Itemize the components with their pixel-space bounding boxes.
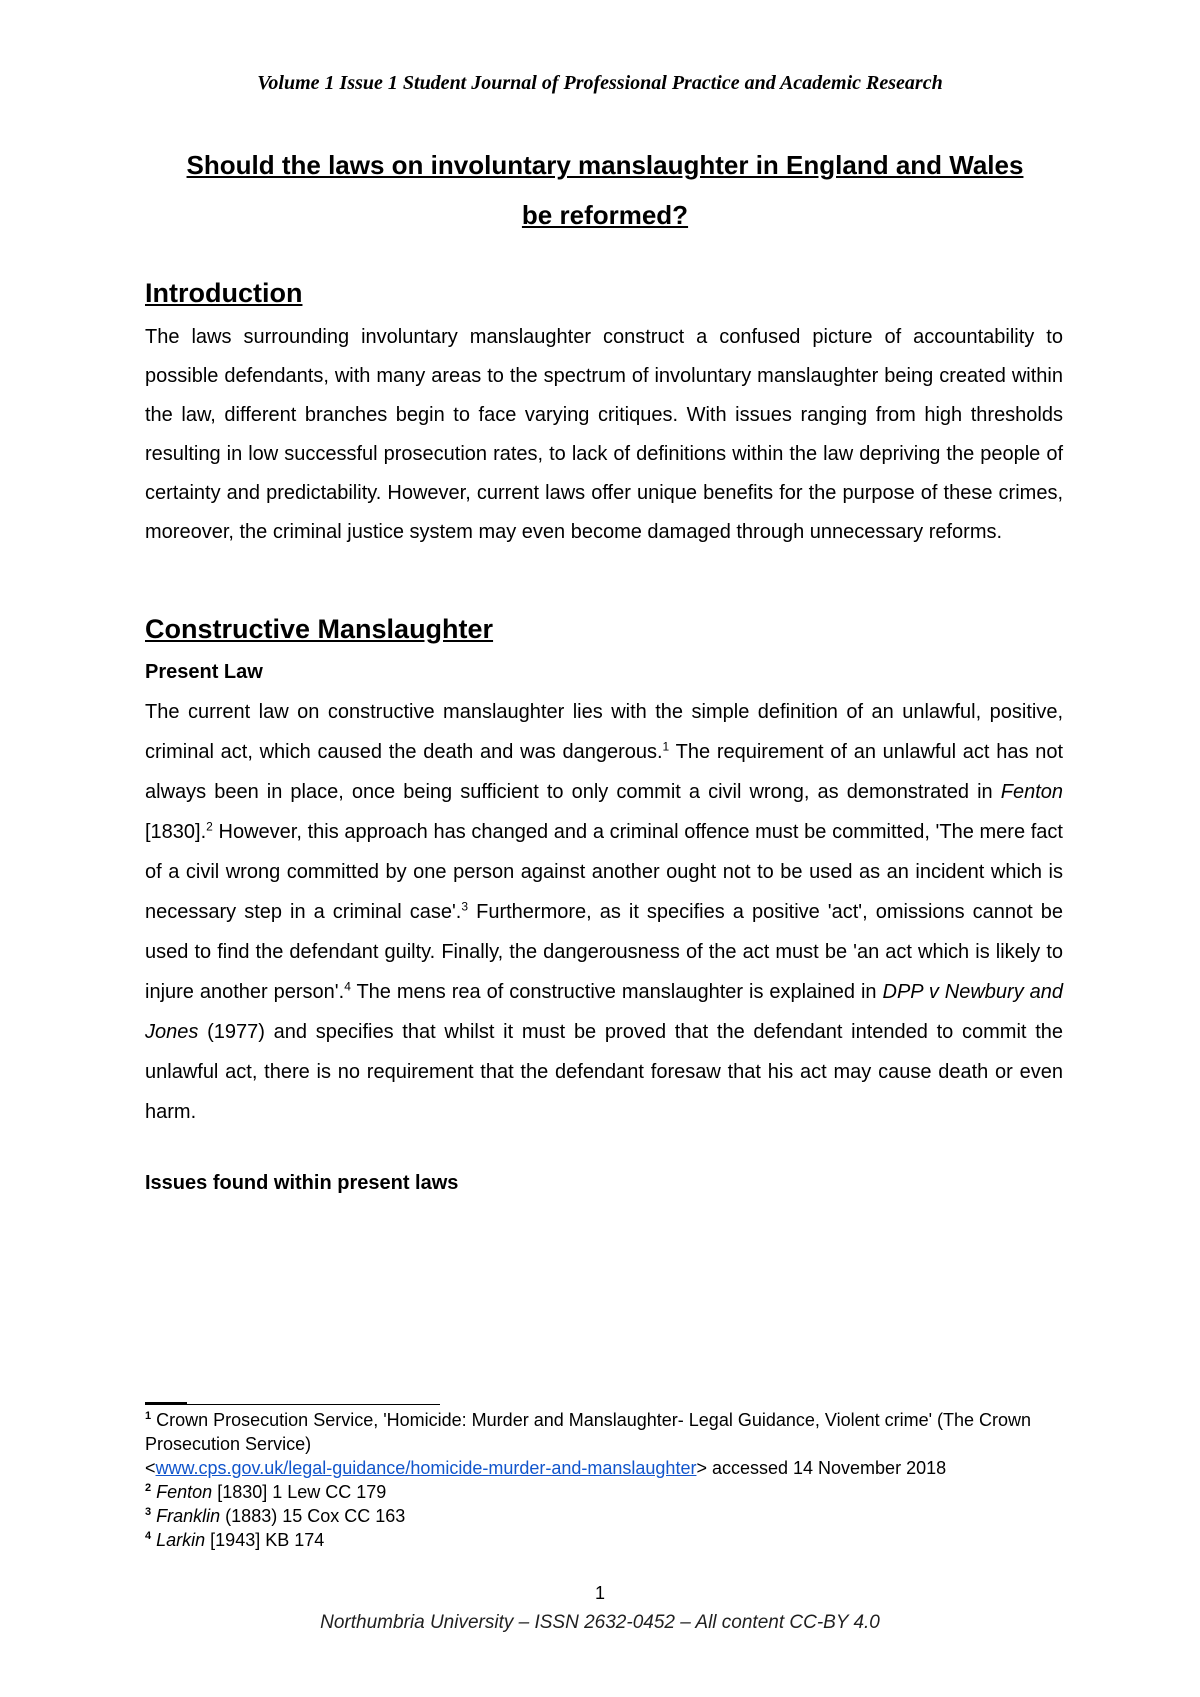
footnote-4-number: 4 <box>145 1530 152 1542</box>
introduction-paragraph: The laws surrounding involuntary manslaughter construct a confused picture of accountability to possible defendants, with many areas to the spectrum of involuntary manslaughter being created within the law, different branches begin to face varying critiques. With issues ranging from high thresholds resulting in low successful prosecution rates, to lack of definitions within the law depriving the people of certainty and predictability. However, current laws offer unique benefits for the purpose of these crimes, moreover, the criminal justice system may even become damaged through unnecessary reforms. <box>145 326 1063 543</box>
footnote-1-open-bracket: < <box>145 1458 156 1478</box>
article-title-line-1: Should the laws on involuntary manslaughter in England and Wales <box>186 150 1024 180</box>
footnote-3-number: 3 <box>145 1506 152 1518</box>
article-title <box>145 140 1065 240</box>
footnote-1 <box>145 1408 1075 1480</box>
introduction-heading: Introduction <box>145 278 303 308</box>
article-title-line-2: be reformed? <box>521 200 689 230</box>
footnote-1-text: Crown Prosecution Service, 'Homicide: Murder and Manslaughter- Legal Guidance, Violent crime' (The Crown Prosecution Service) <box>145 1410 1032 1454</box>
footnote-separator <box>145 1404 440 1405</box>
footnote-ref-1[interactable]: 1 <box>662 739 670 754</box>
footnote-ref-4[interactable]: 4 <box>344 979 351 994</box>
footnote-ref-3[interactable]: 3 <box>461 899 469 914</box>
case-name-fenton: Fenton <box>1000 781 1063 803</box>
footnote-4-case: Larkin <box>156 1530 206 1550</box>
constructive-manslaughter-heading: Constructive Manslaughter <box>145 614 494 644</box>
footnote-1-number: 1 <box>145 1410 152 1422</box>
case-name-dpp-newbury: DPP v Newbury and Jones <box>145 981 1064 1043</box>
footnote-2 <box>145 1480 1075 1504</box>
footnote-ref-2[interactable]: 2 <box>206 819 213 834</box>
footnote-2-case: Fenton <box>156 1482 213 1502</box>
running-header: Volume 1 Issue 1 Student Journal of Professional Practice and Academic Research <box>257 72 943 94</box>
present-law-text-e: Furthermore, as it specifies a positive 'act', omissions cannot be used to find the defendant guilty. Finally, the dangerousness of the act must be 'an act which is likely to injure another person'. <box>145 901 1064 1003</box>
present-law-text-c: [1830]. <box>145 821 207 843</box>
present-law-text-d: However, this approach has changed and a criminal offence must be committed, 'The mere fact of a civil wrong committed by one person against another ought not to be used as an incident which is necessary step in a criminal case'. <box>145 821 1063 923</box>
footnote-1-link[interactable]: www.cps.gov.uk/legal-guidance/homicide-murder-and-manslaughter <box>155 1458 697 1478</box>
present-law-text-f: The mens rea of constructive manslaughter is explained in <box>350 981 883 1003</box>
footnote-4 <box>145 1528 1075 1552</box>
footnote-separator-accent <box>145 1402 187 1404</box>
footnote-4-citation: [1943] KB 174 <box>205 1530 325 1550</box>
footnote-3-case: Franklin <box>156 1506 221 1526</box>
footnote-1-accessed: > accessed 14 November 2018 <box>696 1458 947 1478</box>
footnote-3 <box>145 1504 1075 1528</box>
present-law-paragraph <box>145 692 1063 1132</box>
present-law-text-g: (1977) and specifies that whilst it must be proved that the defendant intended to commit the unlawful act, there is no requirement that the defendant foresaw that his act may cause death or even harm. <box>145 1021 1063 1123</box>
issues-subheading: Issues found within present laws <box>145 1172 459 1194</box>
present-law-text-a: The current law on constructive manslaughter lies with the simple definition of an unlawful, positive, criminal act, which caused the death and was dangerous. <box>145 701 1063 763</box>
running-footer: Northumbria University – ISSN 2632-0452 – All content CC-BY 4.0 <box>320 1612 880 1633</box>
footnote-3-citation: (1883) 15 Cox CC 163 <box>220 1506 406 1526</box>
present-law-text-b: The requirement of an unlawful act has not always been in place, once being sufficient to only commit a civil wrong, as demonstrated in <box>145 741 1064 803</box>
footnote-2-number: 2 <box>145 1482 152 1494</box>
footnote-2-citation: [1830] 1 Lew CC 179 <box>212 1482 387 1502</box>
footnotes <box>145 1408 1075 1552</box>
present-law-subheading: Present Law <box>145 661 263 683</box>
page-number: 1 <box>594 1583 605 1603</box>
